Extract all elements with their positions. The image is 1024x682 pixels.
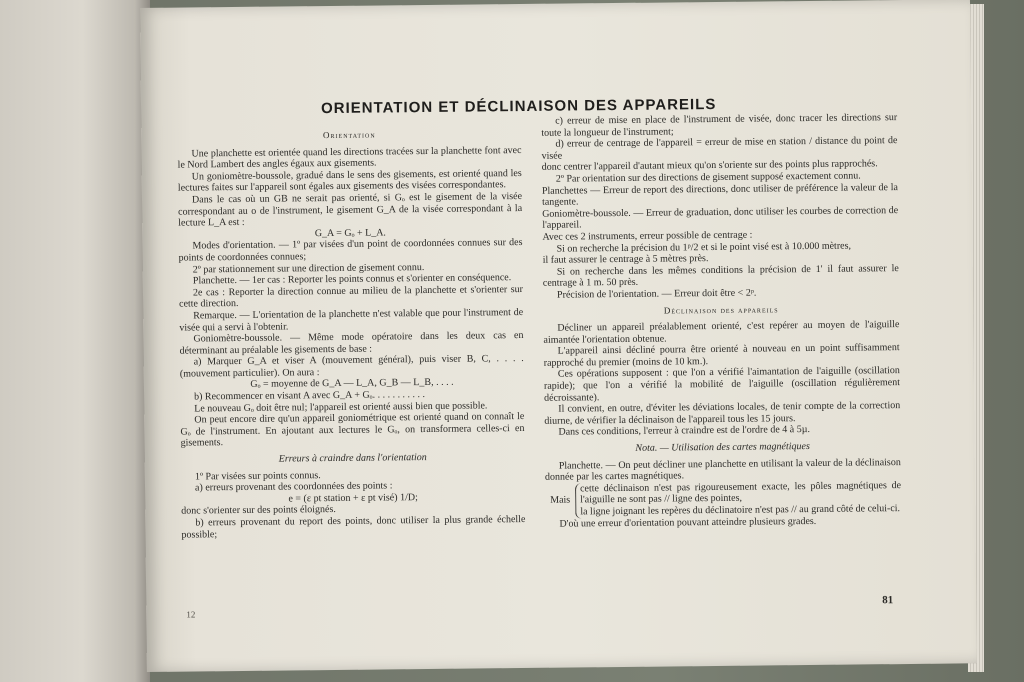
paragraph: a) Marquer G_A et viser A (mouvement général), puis viser B, C, . . . . (mouvement particulier). On aura : <box>179 353 524 380</box>
paragraph: Planchette. — 1er cas : Reporter les points connus et s'orienter en conséquence. <box>192 272 512 287</box>
paragraph: b) erreurs provenant du report des points, donc utiliser la plus grande échelle possible; <box>181 513 526 541</box>
paragraph: Précision de l'orientation. — Erreur doit être < 2ᵖ. <box>556 287 757 301</box>
paragraph: Ces opérations supposent : que l'on a vérifié l'aimantation de l'aiguille (oscillation rapide); que l'on a vérifié la mobilité de l'aiguille (oscillation régulièrement décroissante). <box>543 365 901 404</box>
brace-item: cette déclinaison n'est pas rigoureusement exacte, les pôles magnétiques de l'aiguille ne sont pas // ligne des pointes, <box>580 479 902 506</box>
paragraph: Le nouveau Gₒ doit être nul; l'appareil est orienté aussi bien que possible. <box>194 400 488 415</box>
brace-item: la ligne joignant les repères du déclinatoire n'est pas // au grand côté de celui-ci. <box>580 503 901 518</box>
paragraph: Goniomètre-boussole. — Erreur de graduation, donc utiliser les courbes de correction de l'appareil. <box>542 204 899 232</box>
formula: Gₒ = moyenne de G_A — L_A, G_B — L_B, . . . . <box>250 377 454 391</box>
mais-brace <box>545 480 901 519</box>
paragraph: Dans ces conditions, l'erreur à craindre est de l'ordre de 4 à 5µ. <box>558 424 811 439</box>
paragraph: 2º Par orientation sur des directions de gisement supposé exactement connu. <box>555 170 861 185</box>
paragraph: Goniomètre-boussole. — Même mode opératoire dans les deux cas en déterminant au préalable les gisements de base : <box>179 330 524 357</box>
heading-erreurs: Erreurs à craindre dans l'orientation <box>278 452 427 465</box>
formula: e = (ε pt station + ε pt visé) 1/D; <box>288 491 418 505</box>
paragraph: Remarque. — L'orientation de la planchette n'est valable que pour l'instrument de visée qui a servi à l'obtenir. <box>179 306 524 334</box>
paragraph: b) Recommencer en visant A avec G_A + Gₒ. . . . . . . . . . . <box>194 389 426 403</box>
paragraph: Une planchette est orientée quand les directions tracées sur la planchette font avec le Nord Lambert des angles égaux aux gisements. <box>177 144 522 171</box>
paragraph: Planchettes — Erreur de report des directions, donc utiliser de préférence la valeur de la tangente. <box>541 181 898 208</box>
left-page <box>0 0 150 682</box>
brace-list <box>575 480 901 518</box>
paragraph: a) erreurs provenant des coordonnées des points : <box>194 480 393 494</box>
paragraph: L'appareil ainsi décliné pourra être orienté à nouveau en un point suffisamment rapproché du premier (moins de 10 km.). <box>543 342 900 369</box>
formula: G_A = Gₒ + L_A. <box>314 227 386 239</box>
paragraph: Il convient, en outre, d'éviter les déviations locales, de tenir compte de la correction diurne, de vérifier la déclinaison de l'appareil tous les 15 jours. <box>544 400 901 427</box>
paragraph: Planchette. — On peut décliner une planchette en utilisant la valeur de la déclinaison donnée par les cartes magnétiques. <box>544 456 901 484</box>
mais-label: Mais <box>550 494 571 507</box>
page-title: ORIENTATION ET DÉCLINAISON DES APPAREILS <box>320 95 717 118</box>
left-page-number: 12 <box>186 609 196 620</box>
paragraph: Décliner un appareil préalablement orienté, c'est repérer au moyen de l'aiguille aimantée l'orientation obtenue. <box>543 319 900 346</box>
paragraph: 2e cas : Reporter la direction connue au milieu de la planchette et s'orienter sur cette direction. <box>179 283 524 310</box>
paragraph: 2º par stationnement sur une direction de gisement connu. <box>192 261 425 275</box>
paragraph: donc centrer l'appareil d'autant mieux qu'on s'oriente sur des points plus rapprochés. <box>541 158 878 174</box>
heading-orientation: Orientation <box>322 129 376 141</box>
paragraph: 1º Par visées sur points connus. <box>194 469 321 483</box>
paragraph: donc s'orienter sur des points éloignés. <box>181 504 336 518</box>
paragraph: Un goniomètre-boussole, gradué dans le sens des gisements, est orienté quand les lectures faites sur l'appareil sont égales aux gisements des visées correspondantes. <box>177 167 522 194</box>
paragraph: D'où une erreur d'orientation pouvant atteindre plusieurs grades. <box>559 515 817 530</box>
paragraph: c) erreur de mise en place de l'instrument de visée, donc tracer les directions sur toute la longueur de l'instrument; <box>541 112 898 139</box>
right-column <box>541 112 901 530</box>
paragraph: Avec ces 2 instruments, erreur possible de centrage : <box>542 229 753 243</box>
paragraph: Si on recherche dans les mêmes conditions la précision de 1' il faut assurer le centrage à 1 m. 50 près. <box>542 262 899 290</box>
left-column <box>177 128 525 541</box>
paragraph: Si on recherche la précision du 1ᵖ/2 et si le point visé est à 10.000 mètres, <box>556 240 852 255</box>
heading-nota: Nota. — Utilisation des cartes magnétiques <box>635 441 810 454</box>
paragraph: Dans le cas où un GB ne serait pas orienté, si Gₒ est le gisement de la visée correspondant au o de l'instrument, le gisement G_A de la visée correspondant à la lecture L_A est : <box>178 190 523 229</box>
paragraph: d) erreur de centrage de l'appareil = erreur de mise en station / distance du point de visée <box>541 135 898 162</box>
paragraph: il faut assurer le centrage à 5 mètres près. <box>542 253 709 266</box>
heading-declinaison: Déclinaison des appareils <box>663 303 779 316</box>
right-page-number: 81 <box>882 594 894 607</box>
paragraph: On peut encore dire qu'un appareil goniométrique est orienté quand on connaît le Gₒ de l'instrument. En ajoutant aux lectures le Gₒ, on transformera celles-ci en gisements. <box>180 411 525 450</box>
right-page <box>140 0 977 672</box>
paragraph: Modes d'orientation. — 1º par visées d'un point de coordonnées connues sur des points de coordonnées connues; <box>178 237 523 264</box>
